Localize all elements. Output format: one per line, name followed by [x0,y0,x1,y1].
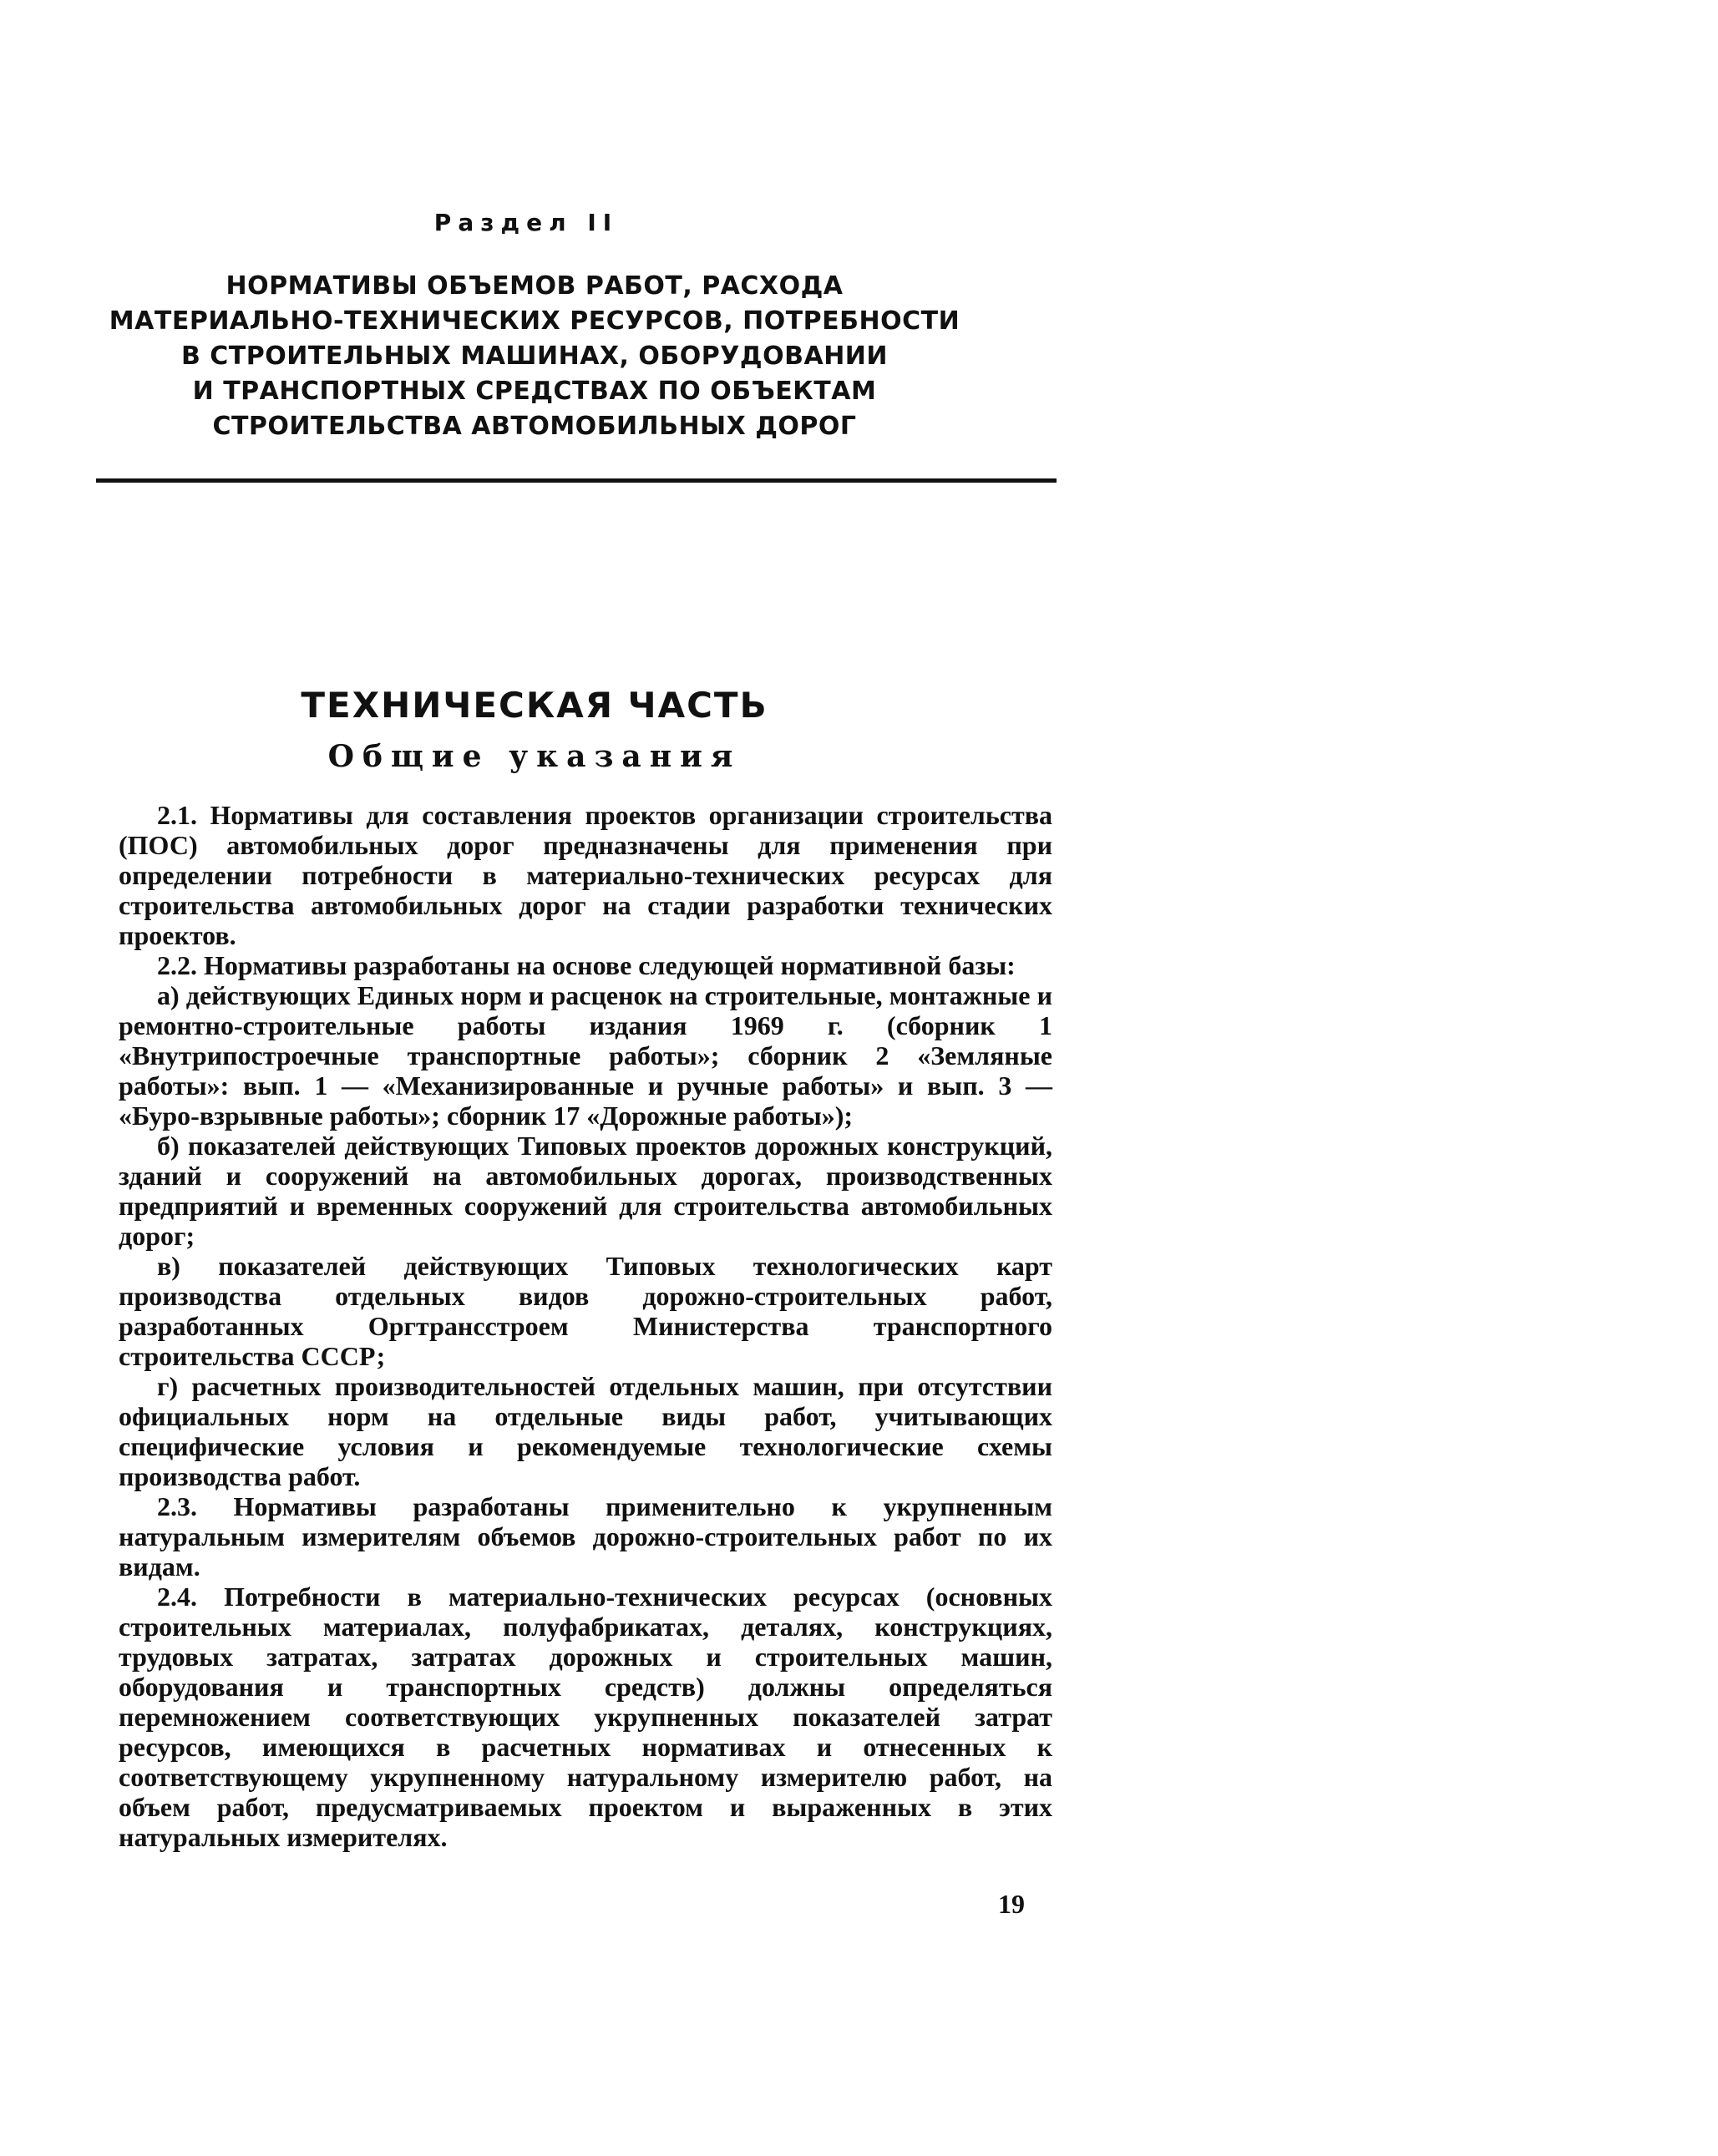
sub-heading: Общие указания [327,739,742,774]
paragraph: 2.4. Потребности в материально-технических ресурсах (основных строительных материалах, полуфабрикатах, деталях, конструкциях, трудовых затратах, затратах дорожных и строительных машин, оборудования и транспортных средств) должны определяться перемножением соответствующих укрупненных показателей затрат ресурсов, имеющихся в расчетных нормативах и отнесенных к соответствующему укрупненному натуральному измерителю работ, на объем работ, предусматриваемых проектом и выраженных в этих натуральных измерителях. [119,1582,1052,1852]
section-title [92,269,977,444]
page-number: 19 [998,1889,1025,1919]
paragraph: г) расчетных производительностей отдельных машин, при отсутствии официальных норм на отдельные виды работ, учитывающих специфические условия и рекомендуемые технологические схемы производства работ. [119,1371,1052,1491]
section-title-line: СТРОИТЕЛЬСТВА АВТОМОБИЛЬНЫХ ДОРОГ [212,412,857,441]
paragraph: 2.3. Нормативы разработаны применительно к укрупненным натуральным измерителям объемов дорожно-строительных работ по их видам. [119,1491,1052,1582]
paragraph: б) показателей действующих Типовых проектов дорожных конструкций, зданий и сооружений на автомобильных дорогах, производственных предприятий и временных сооружений для строительства автомобильных дорог; [119,1131,1052,1251]
main-heading: ТЕХНИЧЕСКАЯ ЧАСТЬ [301,685,768,726]
body-text [119,800,1052,1852]
section-title-line: В СТРОИТЕЛЬНЫХ МАШИНАХ, ОБОРУДОВАНИИ [180,342,889,371]
section-label: Раздел II [433,209,619,236]
paragraph: а) действующих Единых норм и расценок на строительные, монтажные и ремонтно-строительные работы издания 1969 г. (сборник 1 «Внутрипостроечные транспортные работы»; сборник 2 «Земляные работы»: вып. 1 — «Механизированные и ручные работы» и вып. 3 — «Буро-взрывные работы»; сборник 17 «Дорожные работы»); [119,980,1052,1131]
section-title-line: И ТРАНСПОРТНЫХ СРЕДСТВАХ ПО ОБЪЕКТАМ [192,377,877,406]
paragraph: в) показателей действующих Типовых технологических карт производства отдельных видов дорожно-строительных работ, разработанных Оргтрансстроем Министерства транспортного строительства СССР; [119,1251,1052,1371]
divider-rule [96,478,1057,483]
paragraph: 2.2. Нормативы разработаны на основе следующей нормативной базы: [157,950,1016,980]
paragraph: 2.1. Нормативы для составления проектов организации строительства (ПОС) автомобильных дорог предназначены для применения при определении потребности в материально-технических ресурсах для строительства автомобильных дорог на стадии разработки технических проектов. [119,800,1052,950]
section-title-line: НОРМАТИВЫ ОБЪЕМОВ РАБОТ, РАСХОДА [226,271,844,301]
section-title-line: МАТЕРИАЛЬНО-ТЕХНИЧЕСКИХ РЕСУРСОВ, ПОТРЕБНОСТИ [109,306,960,336]
